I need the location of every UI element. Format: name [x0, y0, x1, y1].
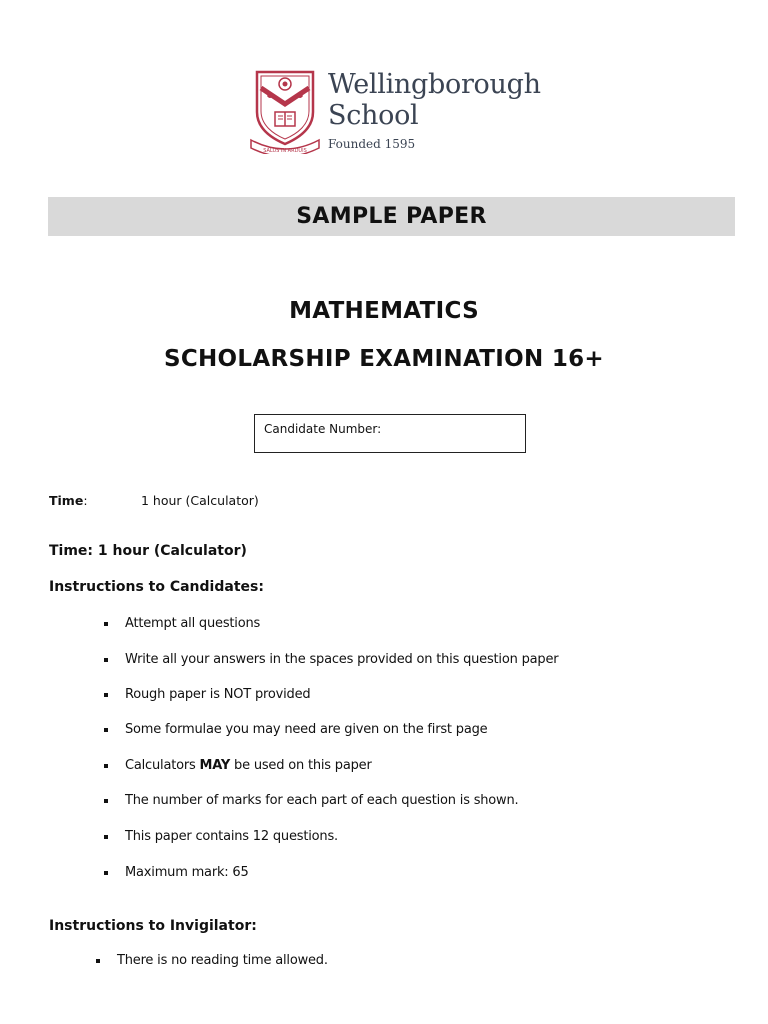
candidate-number-label: Candidate Number: [264, 422, 382, 436]
invigilator-instructions-heading: Instructions to Invigilator: [49, 918, 257, 934]
bullet-icon [104, 799, 108, 803]
exam-title: SCHOLARSHIP EXAMINATION 16+ [163, 346, 605, 372]
time-label: Time: [49, 493, 88, 508]
school-crest-icon [249, 68, 321, 154]
founded-year: Founded 1595 [328, 137, 416, 151]
time-value: 1 hour (Calculator) [141, 493, 259, 508]
bullet-icon [104, 728, 108, 732]
school-name-line1: Wellingborough [328, 69, 541, 100]
bullet-icon [96, 959, 100, 963]
school-name [328, 69, 541, 131]
bullet-icon [104, 871, 108, 875]
sample-paper-banner: SAMPLE PAPER [48, 197, 735, 236]
school-name-line2: School [328, 100, 419, 131]
subject-title: MATHEMATICS [289, 298, 479, 324]
bullet-icon [104, 622, 108, 626]
bullet-icon [104, 835, 108, 839]
bullet-icon [104, 658, 108, 662]
candidate-number-field[interactable] [254, 414, 526, 453]
crest-motto: SALUS IN ARDUIS [263, 148, 307, 154]
candidate-instructions-heading: Instructions to Candidates: [49, 579, 264, 595]
bullet-icon [104, 693, 108, 697]
time-summary: Time: 1 hour (Calculator) [49, 543, 247, 559]
bullet-icon [104, 764, 108, 768]
